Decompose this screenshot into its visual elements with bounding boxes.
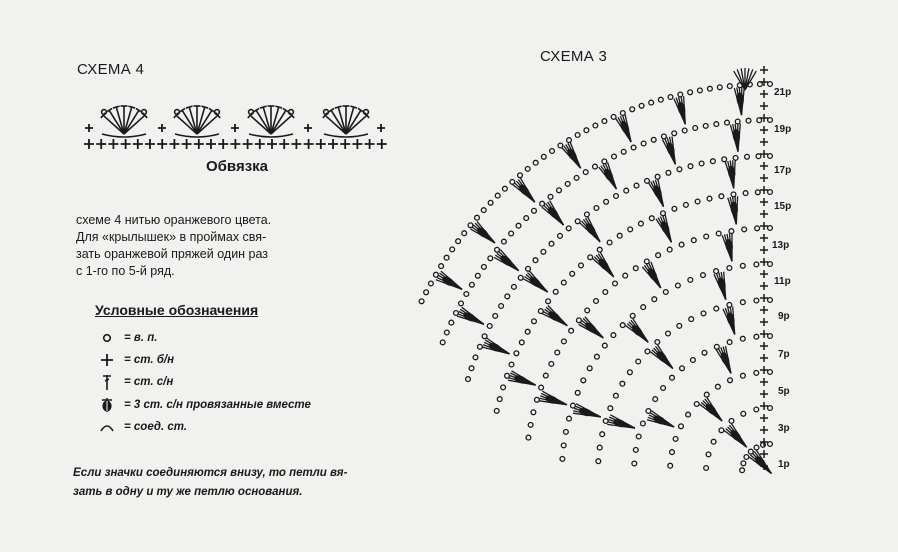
legend-text: = ст. б/н <box>124 354 175 366</box>
paragraph-line: с 1-го по 5-й ряд. <box>76 264 175 278</box>
paragraph-line: Для «крылышек» в проймах свя- <box>76 230 267 244</box>
edging-title: Обвязка <box>206 158 269 175</box>
note-text: Если значки соединяются внизу, то петли вя-зать в одну и ту же петлю основания. <box>73 467 348 498</box>
row-label: 15р <box>774 201 792 212</box>
row-label: 5р <box>778 386 790 397</box>
row-label: 7р <box>778 349 790 360</box>
row-label: 21р <box>774 87 792 98</box>
row-label: 19р <box>774 124 792 135</box>
paragraph-line: схеме 4 нитью оранжевого цвета. <box>76 213 272 227</box>
legend-text: = в. п. <box>124 332 158 344</box>
legend-text: = 3 ст. с/н провязанные вместе <box>124 399 311 411</box>
scheme3-title: СХЕМА 3 <box>540 48 608 65</box>
row-label: 17р <box>774 165 792 176</box>
scheme4-title: СХЕМА 4 <box>77 61 145 78</box>
row-label: 3р <box>778 423 790 434</box>
row-label: 11р <box>774 276 791 287</box>
row-label: 9р <box>778 311 790 322</box>
row-label: 1р <box>778 459 790 470</box>
paragraph-line: зать оранжевой пряжей один раз <box>76 247 269 261</box>
row-label: 13р <box>772 240 790 251</box>
legend-title: Условные обозначения <box>95 302 259 318</box>
legend-text: = ст. с/н <box>124 376 174 388</box>
legend-text: = соед. ст. <box>124 421 188 433</box>
